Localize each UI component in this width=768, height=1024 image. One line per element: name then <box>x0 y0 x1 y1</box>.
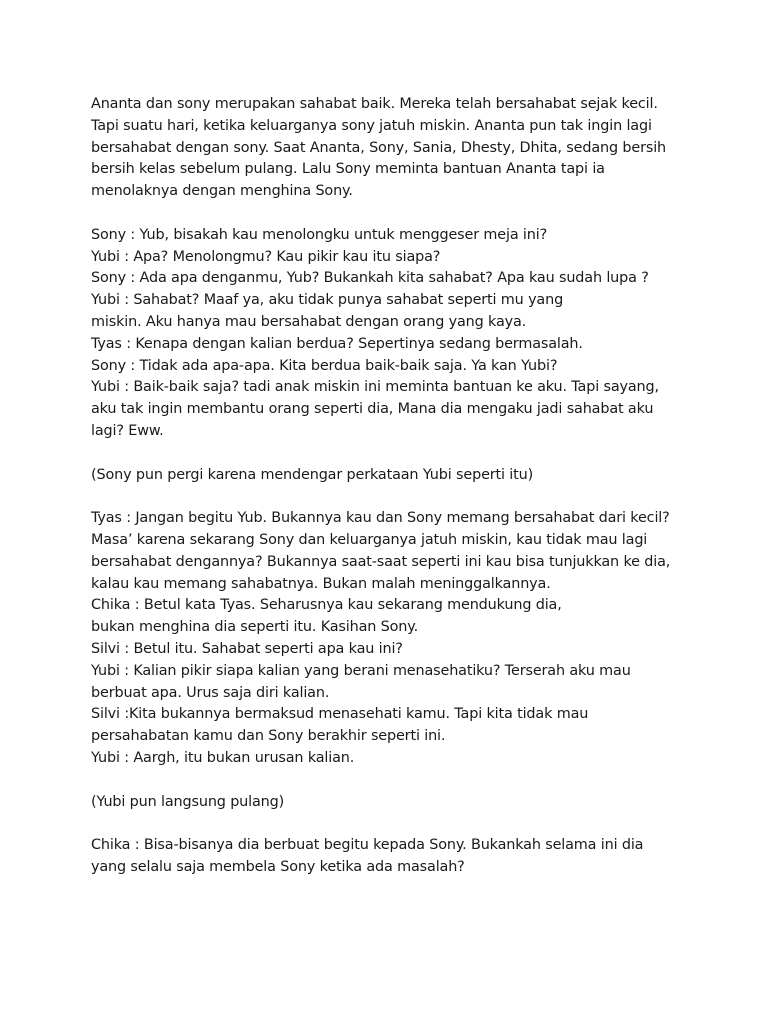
document-body <box>91 94 731 900</box>
text-line: Silvi :Kita bukannya bermaksud menasehati kamu. Tapi kita tidak mau <box>91 706 589 723</box>
text-line: Chika : Betul kata Tyas. Seharusnya kau sekarang mendukung dia, <box>91 597 562 614</box>
text-line: Silvi : Betul itu. Sahabat seperti apa kau ini? <box>91 640 403 657</box>
text-line: Sony : Ada apa denganmu, Yub? Bukankah kita sahabat? Apa kau sudah lupa ? <box>91 270 649 287</box>
paragraph <box>91 465 731 487</box>
text-line: miskin. Aku hanya mau bersahabat dengan orang yang kaya. <box>91 313 527 330</box>
text-line: aku tak ingin membantu orang seperti dia, Mana dia mengaku jadi sahabat aku <box>91 401 654 418</box>
text-line: (Yubi pun langsung pulang) <box>91 793 285 810</box>
text-line: Sony : Yub, bisakah kau menolongku untuk menggeser meja ini? <box>91 226 548 243</box>
text-line: lagi? Eww. <box>91 422 164 439</box>
text-line: Yubi : Baik-baik saja? tadi anak miskin ini meminta bantuan ke aku. Tapi sayang, <box>91 379 659 396</box>
paragraph <box>91 225 731 443</box>
text-line: Yubi : Aargh, itu bukan urusan kalian. <box>91 749 355 766</box>
text-line: bersahabat dengan sony. Saat Ananta, Sony, Sania, Dhesty, Dhita, sedang bersih <box>91 139 667 156</box>
text-line: Tyas : Jangan begitu Yub. Bukannya kau dan Sony memang bersahabat dari kecil? <box>91 510 670 527</box>
text-line: Tyas : Kenapa dengan kalian berdua? Sepertinya sedang bermasalah. <box>91 335 583 352</box>
text-line: kalau kau memang sahabatnya. Bukan malah meninggalkannya. <box>91 575 551 592</box>
text-line: bersahabat dengannya? Bukannya saat-saat seperti ini kau bisa tunjukkan ke dia, <box>91 553 671 570</box>
text-line: yang selalu saja membela Sony ketika ada masalah? <box>91 858 465 875</box>
text-line: Tapi suatu hari, ketika keluarganya sony jatuh miskin. Ananta pun tak ingin lagi <box>91 117 652 134</box>
text-line: Sony : Tidak ada apa-apa. Kita berdua baik-baik saja. Ya kan Yubi? <box>91 357 558 374</box>
text-line: Masa’ karena sekarang Sony dan keluarganya jatuh miskin, kau tidak mau lagi <box>91 531 648 548</box>
text-line: bersih kelas sebelum pulang. Lalu Sony meminta bantuan Ananta tapi ia <box>91 161 605 178</box>
text-line: bukan menghina dia seperti itu. Kasihan Sony. <box>91 619 418 636</box>
paragraph <box>91 508 731 770</box>
text-line: berbuat apa. Urus saja diri kalian. <box>91 684 330 701</box>
paragraph <box>91 792 731 814</box>
text-line: persahabatan kamu dan Sony berakhir seperti ini. <box>91 728 446 745</box>
text-line: Yubi : Kalian pikir siapa kalian yang berani menasehatiku? Terserah aku mau <box>91 662 631 679</box>
text-line: Yubi : Sahabat? Maaf ya, aku tidak punya sahabat seperti mu yang <box>91 292 564 309</box>
text-line: Chika : Bisa-bisanya dia berbuat begitu kepada Sony. Bukankah selama ini dia <box>91 837 644 854</box>
paragraph <box>91 835 731 879</box>
text-line: (Sony pun pergi karena mendengar perkataan Yubi seperti itu) <box>91 466 534 483</box>
text-line: Ananta dan sony merupakan sahabat baik. Mereka telah bersahabat sejak kecil. <box>91 96 658 112</box>
paragraph <box>91 94 731 203</box>
text-line: menolaknya dengan menghina Sony. <box>91 183 353 200</box>
text-line: Yubi : Apa? Menolongmu? Kau pikir kau itu siapa? <box>91 248 441 265</box>
